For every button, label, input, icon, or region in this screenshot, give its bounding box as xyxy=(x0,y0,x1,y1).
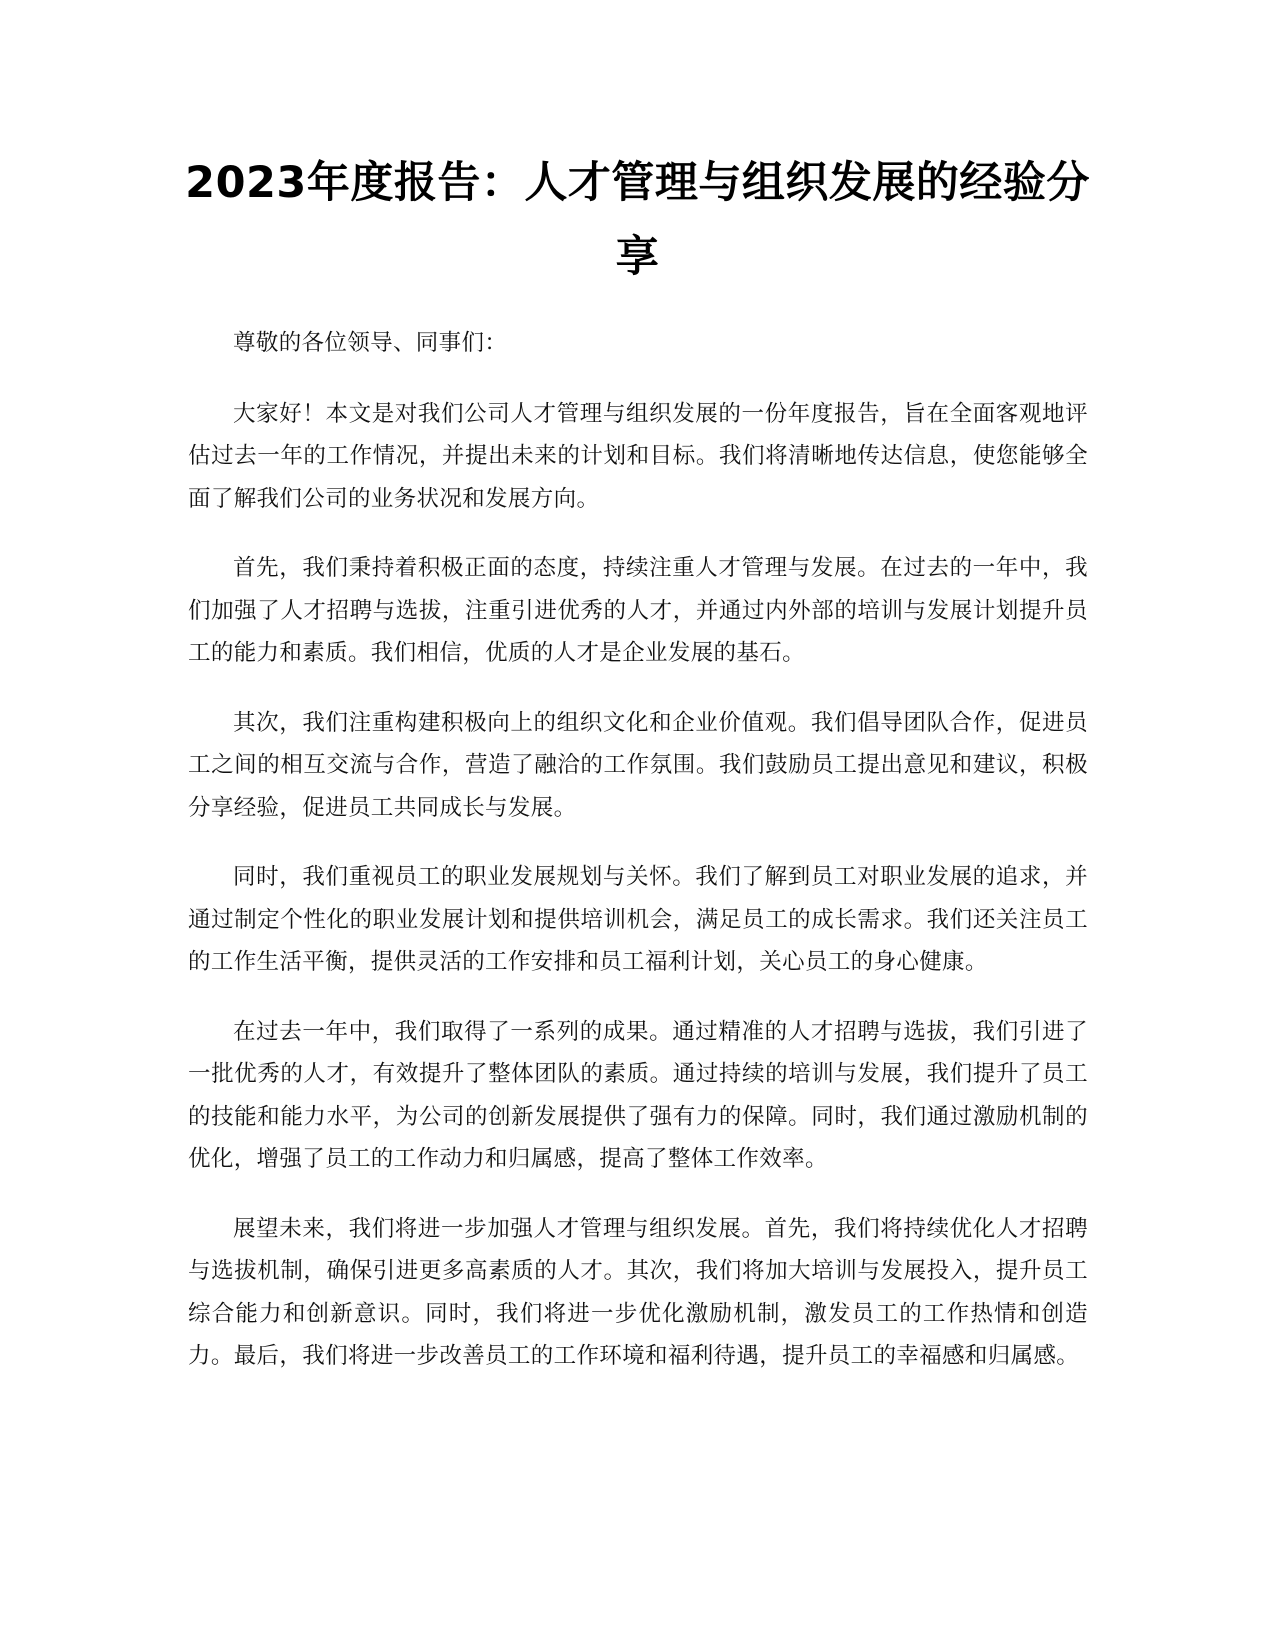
talent-management-paragraph: 首先，我们秉持着积极正面的态度，持续注重人才管理与发展。在过去的一年中，我们加强了人才招聘与选拔，注重引进优秀的人才，并通过内外部的培训与发展计划提升员工的能力和素质。我们相信，优质的人才是企业发展的基石。 xyxy=(188,555,1088,666)
salutation-paragraph: 尊敬的各位领导、同事们： xyxy=(233,330,508,356)
document-body xyxy=(188,322,1088,1405)
document-title: 2023年度报告：人才管理与组织发展的经验分享 xyxy=(185,158,1090,282)
intro-paragraph: 大家好！本文是对我们公司人才管理与组织发展的一份年度报告，旨在全面客观地评估过去一年的工作情况，并提出未来的计划和目标。我们将清晰地传达信息，使您能够全面了解我们公司的业务状况和发展方向。 xyxy=(188,400,1088,512)
career-development-paragraph: 同时，我们重视员工的职业发展规划与关怀。我们了解到员工对职业发展的追求，并通过制定个性化的职业发展计划和提供培训机会，满足员工的成长需求。我们还关注员工的工作生活平衡，提供灵活的工作安排和员工福利计划，关心员工的身心健康。 xyxy=(188,864,1088,975)
achievements-paragraph: 在过去一年中，我们取得了一系列的成果。通过精准的人才招聘与选拔，我们引进了一批优秀的人才，有效提升了整体团队的素质。通过持续的培训与发展，我们提升了员工的技能和能力水平，为公司的创新发展提供了强有力的保障。同时，我们通过激励机制的优化，增强了员工的工作动力和归属感，提高了整体工作效率。 xyxy=(188,1018,1088,1172)
organization-culture-paragraph: 其次，我们注重构建积极向上的组织文化和企业价值观。我们倡导团队合作，促进员工之间的相互交流与合作，营造了融洽的工作氛围。我们鼓励员工提出意见和建议，积极分享经验，促进员工共同成长与发展。 xyxy=(188,709,1088,821)
future-outlook-paragraph: 展望未来，我们将进一步加强人才管理与组织发展。首先，我们将持续优化人才招聘与选拔机制，确保引进更多高素质的人才。其次，我们将加大培训与发展投入，提升员工综合能力和创新意识。同时，我们将进一步优化激励机制，激发员工的工作热情和创造力。最后，我们将进一步改善员工的工作环境和福利待遇，提升员工的幸福感和归属感。 xyxy=(188,1215,1088,1369)
